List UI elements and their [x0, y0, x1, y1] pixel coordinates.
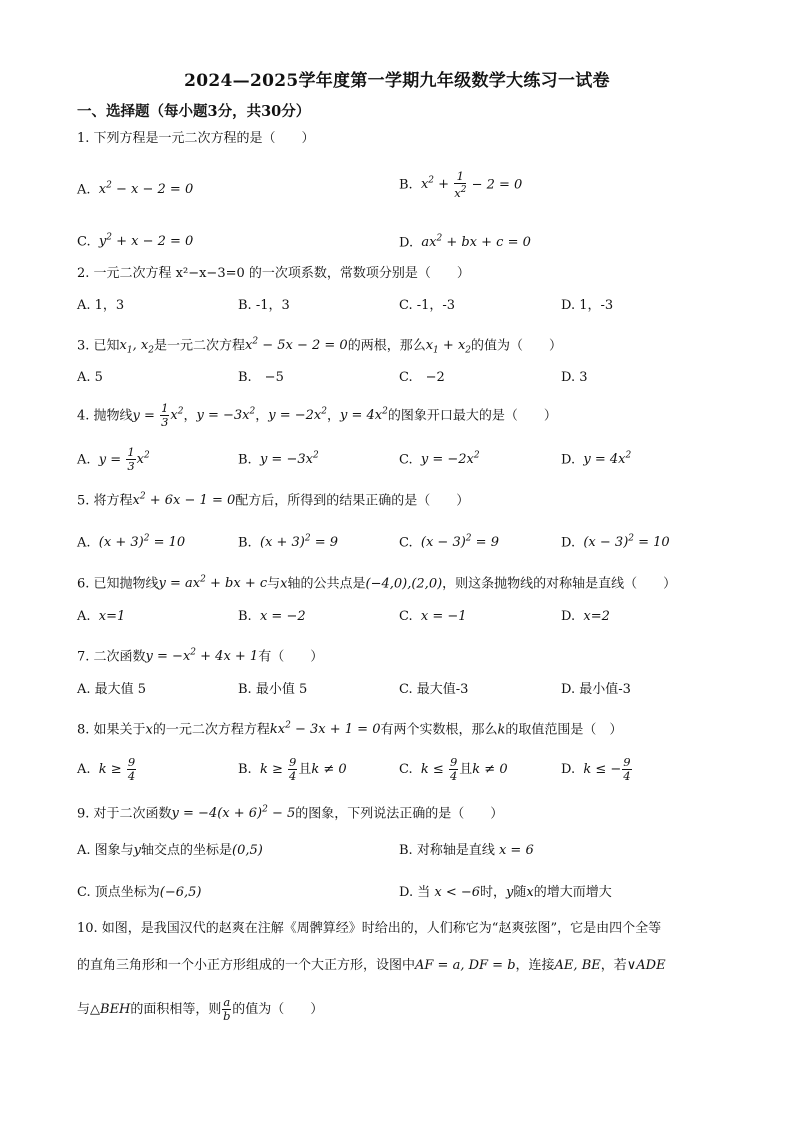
q3-option-b: B. −5: [238, 370, 284, 385]
q8-option-b: B. k ≥ $\frac{9}{4}$ 且k ≠ 0: [238, 755, 347, 783]
q4-option-d: D. $y = 4x^2$: [561, 451, 632, 468]
q8-option-d: D. k ≤ − $\frac{9}{4}$: [561, 755, 631, 783]
q7-option-c: C. 最大值-3: [399, 682, 469, 697]
q9-option-d: D. 当 x < −6时，y随x的增大而增大: [399, 885, 612, 900]
q3-option-c: C. −2: [399, 370, 445, 385]
question-7-stem: 7. 二次函数$y = -x^2 + 4x + 1$有（ ）: [77, 648, 324, 665]
q4-option-c: C. $y = -2x^2$: [399, 451, 480, 468]
q6-option-d: D. x=2: [561, 609, 610, 624]
question-8-stem: 8. 如果关于x的一元二次方程方程$kx^2 - 3x + 1 = 0$有两个实数根，那么k的取值范围是（ ）: [77, 721, 623, 738]
q1-option-a: A. $x^2 - x - 2 = 0$: [77, 181, 194, 198]
question-3-stem: 3. 已知$x_1$, $x_2$是一元二次方程$x^2 - 5x - 2 = 0$的两根，那么$x_1 + x_2$的值为（ ）: [77, 337, 563, 356]
question-4-stem: 4. 抛物线y = $\frac{1}{3}$ $x^2$，$y = -3x^2$，$y = -2x^2$，$y = 4x^2$的图象开口最大的是（ ）: [77, 401, 557, 430]
q6-option-a: A. x=1: [77, 609, 126, 624]
question-1-stem: 1. 下列方程是一元二次方程的是（ ）: [77, 131, 315, 146]
q3-option-d: D. 3: [561, 370, 588, 385]
q2-option-d: D. 1，-3: [561, 298, 614, 313]
section-heading: 一、选择题（每小题3分，共30分）: [77, 103, 311, 120]
q1-option-d: D. $ax^2$ + bx + c = 0: [399, 234, 531, 251]
question-10-line-1: 10. 如图，是我国汉代的赵爽在注解《周髀算经》时给出的，人们称它为“赵爽弦图”，它是由四个全等: [77, 921, 662, 936]
page-title: 2024—2025学年度第一学期九年级数学大练习一试卷: [184, 71, 610, 91]
q5-option-a: A. $(x + 3)^2 = 10$: [77, 534, 186, 551]
q9-option-c: C. 顶点坐标为(−6,5): [77, 885, 202, 900]
question-9-stem: 9. 对于二次函数$y = -4(x + 6)^2 - 5$的图象，下列说法正确的是（ ）: [77, 805, 504, 822]
q4-option-a: A. y = $\frac{1}{3}$ $x^2$: [77, 445, 150, 474]
q9-option-a: A. 图象与y轴交点的坐标是(0,5): [77, 843, 263, 858]
q6-option-c: C. x = −1: [399, 609, 467, 624]
question-5-stem: 5. 将方程$x^2 + 6x - 1 = 0$配方后，所得到的结果正确的是（ ）: [77, 492, 470, 509]
q7-option-a: A. 最大值 5: [77, 682, 147, 697]
question-10-line-3: 与△BEH的面积相等，则 $\frac{a}{b}$ 的值为（ ）: [77, 995, 324, 1023]
question-6-stem: 6. 已知抛物线$y = ax^2$ + bx + c与x轴的公共点是(−4,0),(2,0)，则这条抛物线的对称轴是直线（ ）: [77, 575, 677, 592]
q5-option-d: D. $(x - 3)^2 = 10$: [561, 534, 670, 551]
q4-option-b: B. $y = -3x^2$: [238, 451, 319, 468]
q2-option-a: A. 1，3: [77, 298, 125, 313]
question-2-stem: 2. 一元二次方程 x²−x−3=0 的一次项系数，常数项分别是（ ）: [77, 266, 470, 281]
question-10-line-2: 的直角三角形和一个小正方形组成的一个大正方形，设图中AF = a, DF = b，连接AE, BE，若∨ADE: [77, 958, 666, 973]
q5-option-c: C. $(x - 3)^2 = 9$: [399, 534, 499, 551]
q6-option-b: B. x = −2: [238, 609, 306, 624]
q7-option-b: B. 最小值 5: [238, 682, 308, 697]
q8-option-a: A. k ≥ $\frac{9}{4}$: [77, 755, 136, 783]
q2-option-c: C. -1，-3: [399, 298, 456, 313]
q1-option-b: B. $x^2$ + $\frac{1}{x^2}$ − 2 = 0: [399, 169, 523, 200]
q1-option-c: C. $y^2 + x - 2 = 0$: [77, 233, 194, 250]
q3-option-a: A. 5: [77, 370, 103, 385]
q2-option-b: B. -1，3: [238, 298, 290, 313]
q9-option-b: B. 对称轴是直线 x = 6: [399, 843, 534, 858]
q8-option-c: C. k ≤ $\frac{9}{4}$ 且k ≠ 0: [399, 755, 508, 783]
q7-option-d: D. 最小值-3: [561, 682, 631, 697]
q5-option-b: B. $(x + 3)^2 = 9$: [238, 534, 339, 551]
